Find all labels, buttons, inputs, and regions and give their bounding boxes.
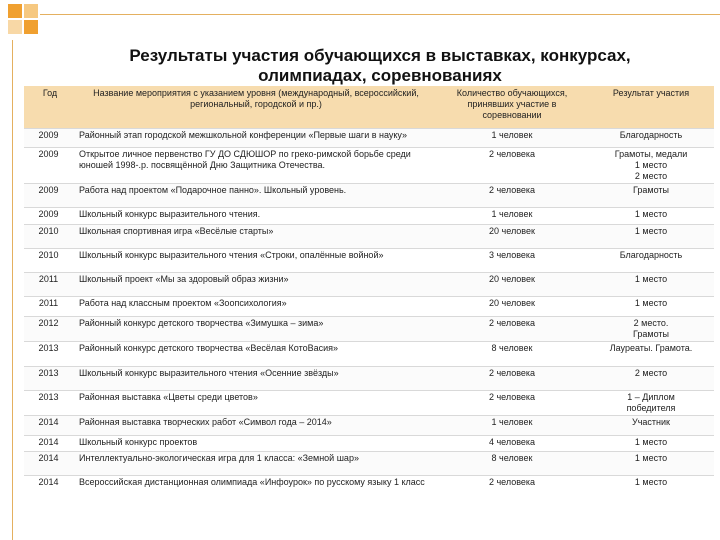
cell-result: 1 место <box>634 476 668 487</box>
header-result: Результат участия <box>588 86 714 128</box>
cell-count: 2 человека <box>488 148 536 159</box>
cell-event: Школьный конкурс выразительного чтения. <box>79 208 261 219</box>
cell-event: Открытое личное первенство ГУ ДО СДЮШОР по греко-римской борьбе среди юношей 1998-.р. посвящённой Дню Защитника Отечества. <box>79 148 411 170</box>
cell-result: Грамоты, медали 1 место 2 место <box>614 148 688 181</box>
cell-count: 20 человек <box>436 272 588 296</box>
cell-result: 2 место <box>588 366 714 390</box>
cell-event: Районный конкурс детского творчества «Весёлая КотоВасия» <box>79 342 339 353</box>
cell-year: 2009 <box>24 128 76 147</box>
title-line-1: Результаты участия обучающихся в выставках, конкурсах, <box>129 46 631 65</box>
table-row <box>24 207 714 224</box>
cell-result: 1 место <box>588 272 714 296</box>
header-count: Количество обучающихся, принявших участие в соревновании <box>436 86 588 128</box>
cell-count: 2 человека <box>488 391 536 402</box>
cell-year: 2014 <box>24 451 76 475</box>
cell-event: Районный этап городской межшкольной конференции «Первые шаги в науку» <box>76 128 436 147</box>
cell-result: 1 место <box>634 208 668 219</box>
table-row <box>24 390 714 415</box>
cell-year: 2014 <box>38 436 59 447</box>
cell-year: 2011 <box>24 272 76 296</box>
table-header-row <box>24 86 714 128</box>
cell-count: 2 человека <box>436 366 588 390</box>
cell-event: Работа над проектом «Подарочное панно». Школьный уровень. <box>76 183 436 207</box>
results-table <box>24 86 714 507</box>
table-row <box>24 224 714 248</box>
table-row <box>24 248 714 272</box>
cell-event: Районный конкурс детского творчества «Зимушка – зима» <box>76 316 436 341</box>
cell-result: Благодарность <box>588 128 714 147</box>
cell-event: Школьная спортивная игра «Весёлые старты» <box>76 224 436 248</box>
cell-event: Школьный проект «Мы за здоровый образ жизни» <box>76 272 436 296</box>
cell-count: 20 человек <box>489 297 535 308</box>
cell-result: 1 место <box>588 451 714 475</box>
cell-year: 2009 <box>24 183 76 207</box>
table-row <box>24 147 714 183</box>
cell-event: Всероссийская дистанционная олимпиада «Инфоурок» по русскому языку 1 класс <box>79 476 425 487</box>
cell-result: 2 место. Грамоты <box>588 316 714 341</box>
cell-year: 2013 <box>24 366 76 390</box>
cell-event: Школьный конкурс выразительного чтения «Осенние звёзды» <box>76 366 436 390</box>
cell-result: Благодарность <box>619 249 683 260</box>
cell-result: 1 место <box>588 224 714 248</box>
cell-count: 1 человек <box>491 208 533 219</box>
cell-result: 1 место <box>634 297 668 308</box>
table-row <box>24 183 714 207</box>
cell-year: 2012 <box>24 316 76 341</box>
cell-count: 8 человек <box>436 451 588 475</box>
cell-year: 2011 <box>38 297 59 308</box>
cell-count: 4 человека <box>488 436 536 447</box>
table-row <box>24 366 714 390</box>
cell-count: 2 человека <box>436 316 588 341</box>
table-row <box>24 415 714 435</box>
decor-square <box>24 20 38 34</box>
header-year: Год <box>24 86 76 128</box>
table-row <box>24 435 714 451</box>
table-row <box>24 296 714 316</box>
cell-result: Грамоты <box>588 183 714 207</box>
cell-result: Лауреаты. Грамота. <box>609 342 693 353</box>
cell-year: 2010 <box>24 224 76 248</box>
cell-event: Работа над классным проектом «Зоопсихология» <box>79 297 287 308</box>
top-rule <box>40 14 720 15</box>
header-event: Название мероприятия с указанием уровня (международный, всероссийский, региональный, городской и пр.) <box>76 86 436 128</box>
cell-result: 1 место <box>634 436 668 447</box>
cell-year: 2014 <box>38 476 59 487</box>
cell-count: 3 человека <box>488 249 536 260</box>
cell-year: 2009 <box>38 208 59 219</box>
cell-year: 2014 <box>24 415 76 435</box>
cell-event: Школьный конкурс проектов <box>79 436 198 447</box>
table-row <box>24 341 714 366</box>
table-row <box>24 475 714 507</box>
cell-count: 2 человека <box>488 476 536 487</box>
cell-year: 2010 <box>38 249 59 260</box>
page-title <box>40 46 720 86</box>
cell-event: Районная выставка творческих работ «Символ года – 2014» <box>76 415 436 435</box>
cell-count: 2 человека <box>436 183 588 207</box>
cell-year: 2013 <box>38 342 59 353</box>
cell-count: 20 человек <box>436 224 588 248</box>
table-row <box>24 451 714 475</box>
left-rule <box>12 40 13 540</box>
cell-result: Участник <box>588 415 714 435</box>
table-row <box>24 128 714 147</box>
cell-year: 2013 <box>38 391 59 402</box>
cell-count: 1 человек <box>436 415 588 435</box>
table-row <box>24 316 714 341</box>
title-line-2: олимпиадах, соревнованиях <box>258 66 502 85</box>
cell-event: Районная выставка «Цветы среди цветов» <box>79 391 258 402</box>
cell-event: Школьный конкурс выразительного чтения «Строки, опалённые войной» <box>79 249 384 260</box>
decor-square <box>8 4 22 18</box>
cell-event: Интеллектуально-экологическая игра для 1 класса: «Земной шар» <box>76 451 436 475</box>
cell-count: 1 человек <box>436 128 588 147</box>
cell-count: 8 человек <box>491 342 533 353</box>
cell-year: 2009 <box>38 148 59 159</box>
table-row <box>24 272 714 296</box>
cell-result: 1 – Диплом победителя <box>626 391 676 413</box>
decor-square <box>24 4 38 18</box>
decor-square <box>8 20 22 34</box>
